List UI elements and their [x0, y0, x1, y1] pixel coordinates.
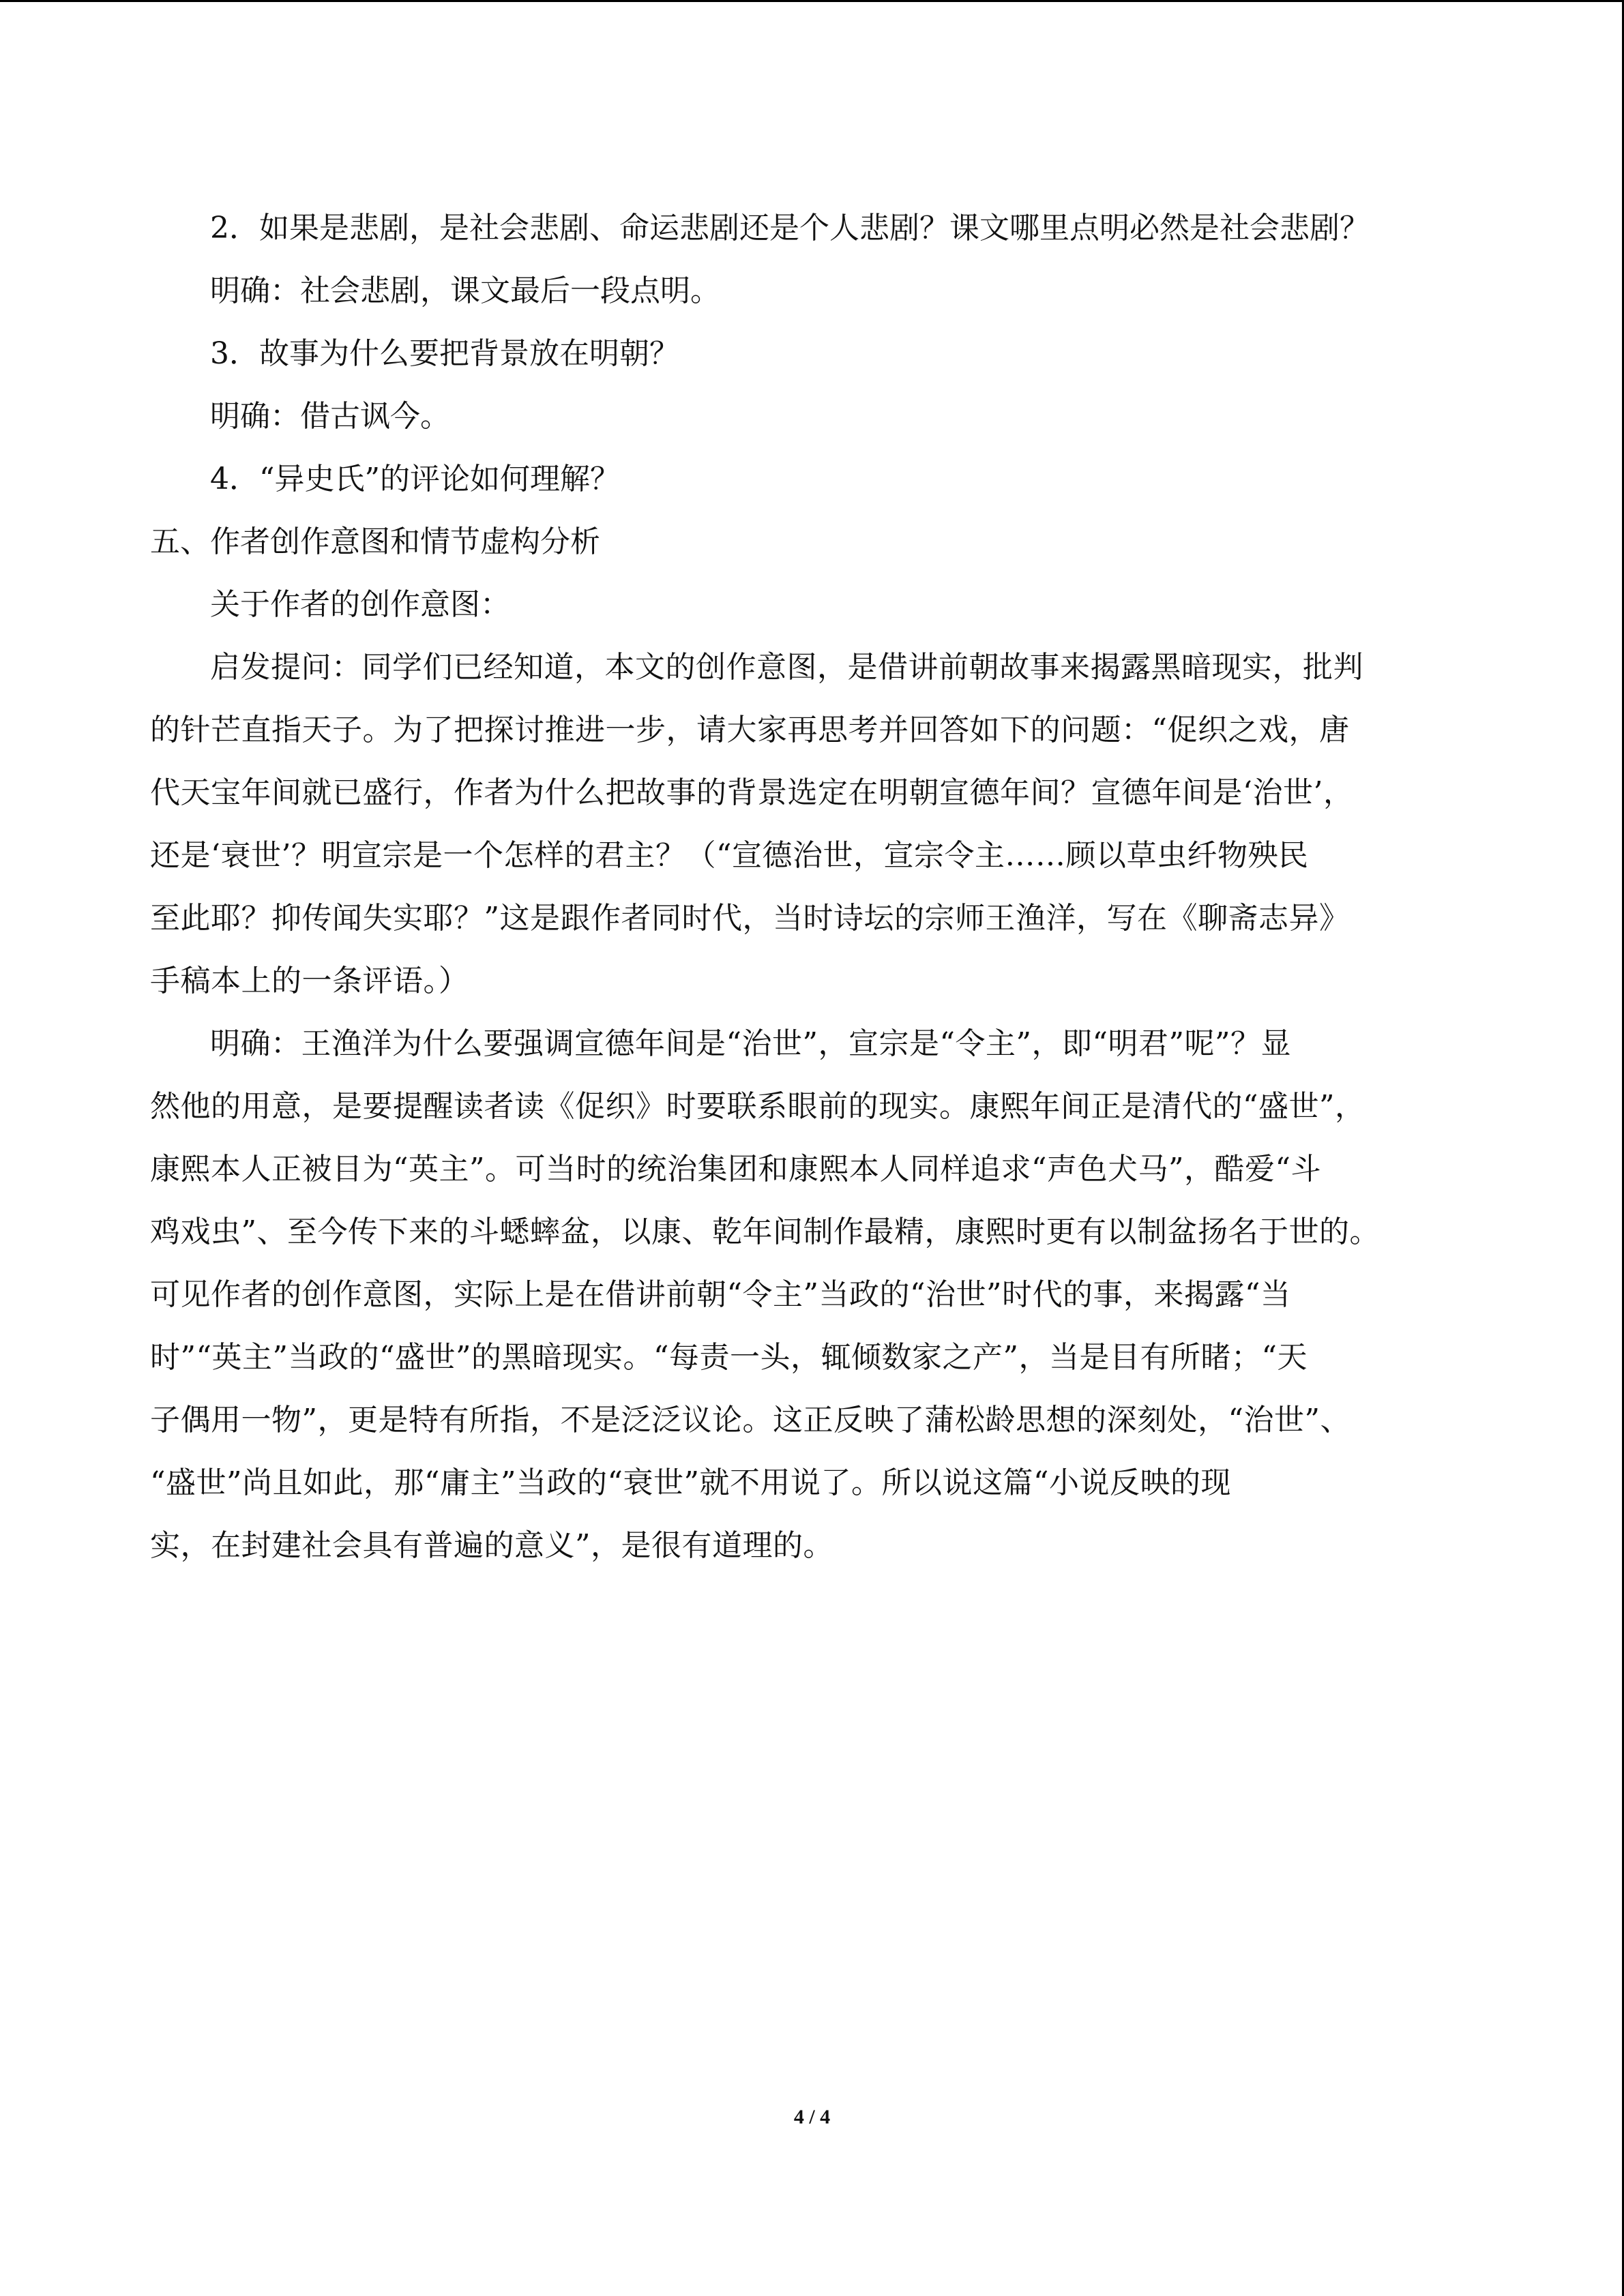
paragraph-line: 康熙本人正被目为“英主”。可当时的统治集团和康熙本人同样追求“声色犬马”，酷爱“斗 — [150, 1152, 1321, 1187]
paragraph-line: 的针芒直指天子。为了把探讨推进一步，请大家再思考并回答如下的问题：“促织之戏，唐 — [150, 713, 1350, 747]
paragraph-line: 时”“英主”当政的“盛世”的黑暗现实。“每责一头，辄倾数家之产”，当是目有所睹；“天 — [150, 1340, 1308, 1375]
paragraph-line: 还是‘衰世’？明宣宗是一个怎样的君主？（“宣德治世，宣宗令主……顾以草虫纤物殃民 — [150, 838, 1309, 873]
paragraph-line: 可见作者的创作意图，实际上是在借讲前朝“令主”当政的“治世”时代的事，来揭露“当 — [150, 1277, 1291, 1312]
about-intent-heading: 关于作者的创作意图： — [210, 587, 510, 622]
question-3: 3．故事为什么要把背景放在明朝？ — [210, 336, 679, 371]
answer-2: 明确：社会悲剧，课文最后一段点明。 — [210, 273, 720, 308]
paragraph-line: “盛世”尚且如此，那“庸主”当政的“衰世”就不用说了。所以说这篇“小说反映的现 — [150, 1465, 1231, 1500]
question-2: 2．如果是悲剧，是社会悲剧、命运悲剧还是个人悲剧？课文哪里点明必然是社会悲剧？ — [210, 211, 1370, 245]
section-heading-5: 五、作者创作意图和情节虚构分析 — [150, 524, 600, 559]
paragraph-line: 然他的用意，是要提醒读者读《促织》时要联系眼前的现实。康熙年间正是清代的“盛世”， — [150, 1089, 1365, 1124]
answer-paragraph — [150, 1022, 1473, 1568]
paragraph-line: 子偶用一物”，更是特有所指，不是泛泛议论。这正反映了蒲松龄思想的深刻处，“治世”、 — [150, 1403, 1350, 1437]
paragraph-line: 启发提问：同学们已经知道，本文的创作意图，是借讲前朝故事来揭露黑暗现实，批判 — [210, 650, 1363, 685]
prompt-paragraph — [150, 646, 1473, 1003]
paragraph-line: 鸡戏虫”、至今传下来的斗蟋蟀盆，以康、乾年间制作最精，康熙时更有以制盆扬名于世的。 — [150, 1214, 1380, 1249]
paragraph-line: 实，在封建社会具有普遍的意义”，是很有道理的。 — [150, 1528, 833, 1563]
question-4: 4．“异史氏”的评论如何理解？ — [210, 462, 620, 496]
document-body — [150, 207, 1473, 1587]
paragraph-line: 明确：王渔洋为什么要强调宣德年间是“治世”，宣宗是“令主”，即“明君”呢”？显 — [210, 1026, 1291, 1061]
paragraph-line: 手稿本上的一条评语。） — [150, 964, 469, 998]
page-number: 4 / 4 — [793, 2106, 831, 2128]
paragraph-line: 至此耶？抑传闻失实耶？”这是跟作者同时代，当时诗坛的宗师王渔洋，写在《聊斋志异》 — [150, 901, 1350, 936]
answer-3: 明确：借古讽今。 — [210, 399, 450, 434]
paragraph-line: 代天宝年间就已盛行，作者为什么把故事的背景选定在明朝宣德年间？宣德年间是‘治世’， — [150, 775, 1354, 810]
